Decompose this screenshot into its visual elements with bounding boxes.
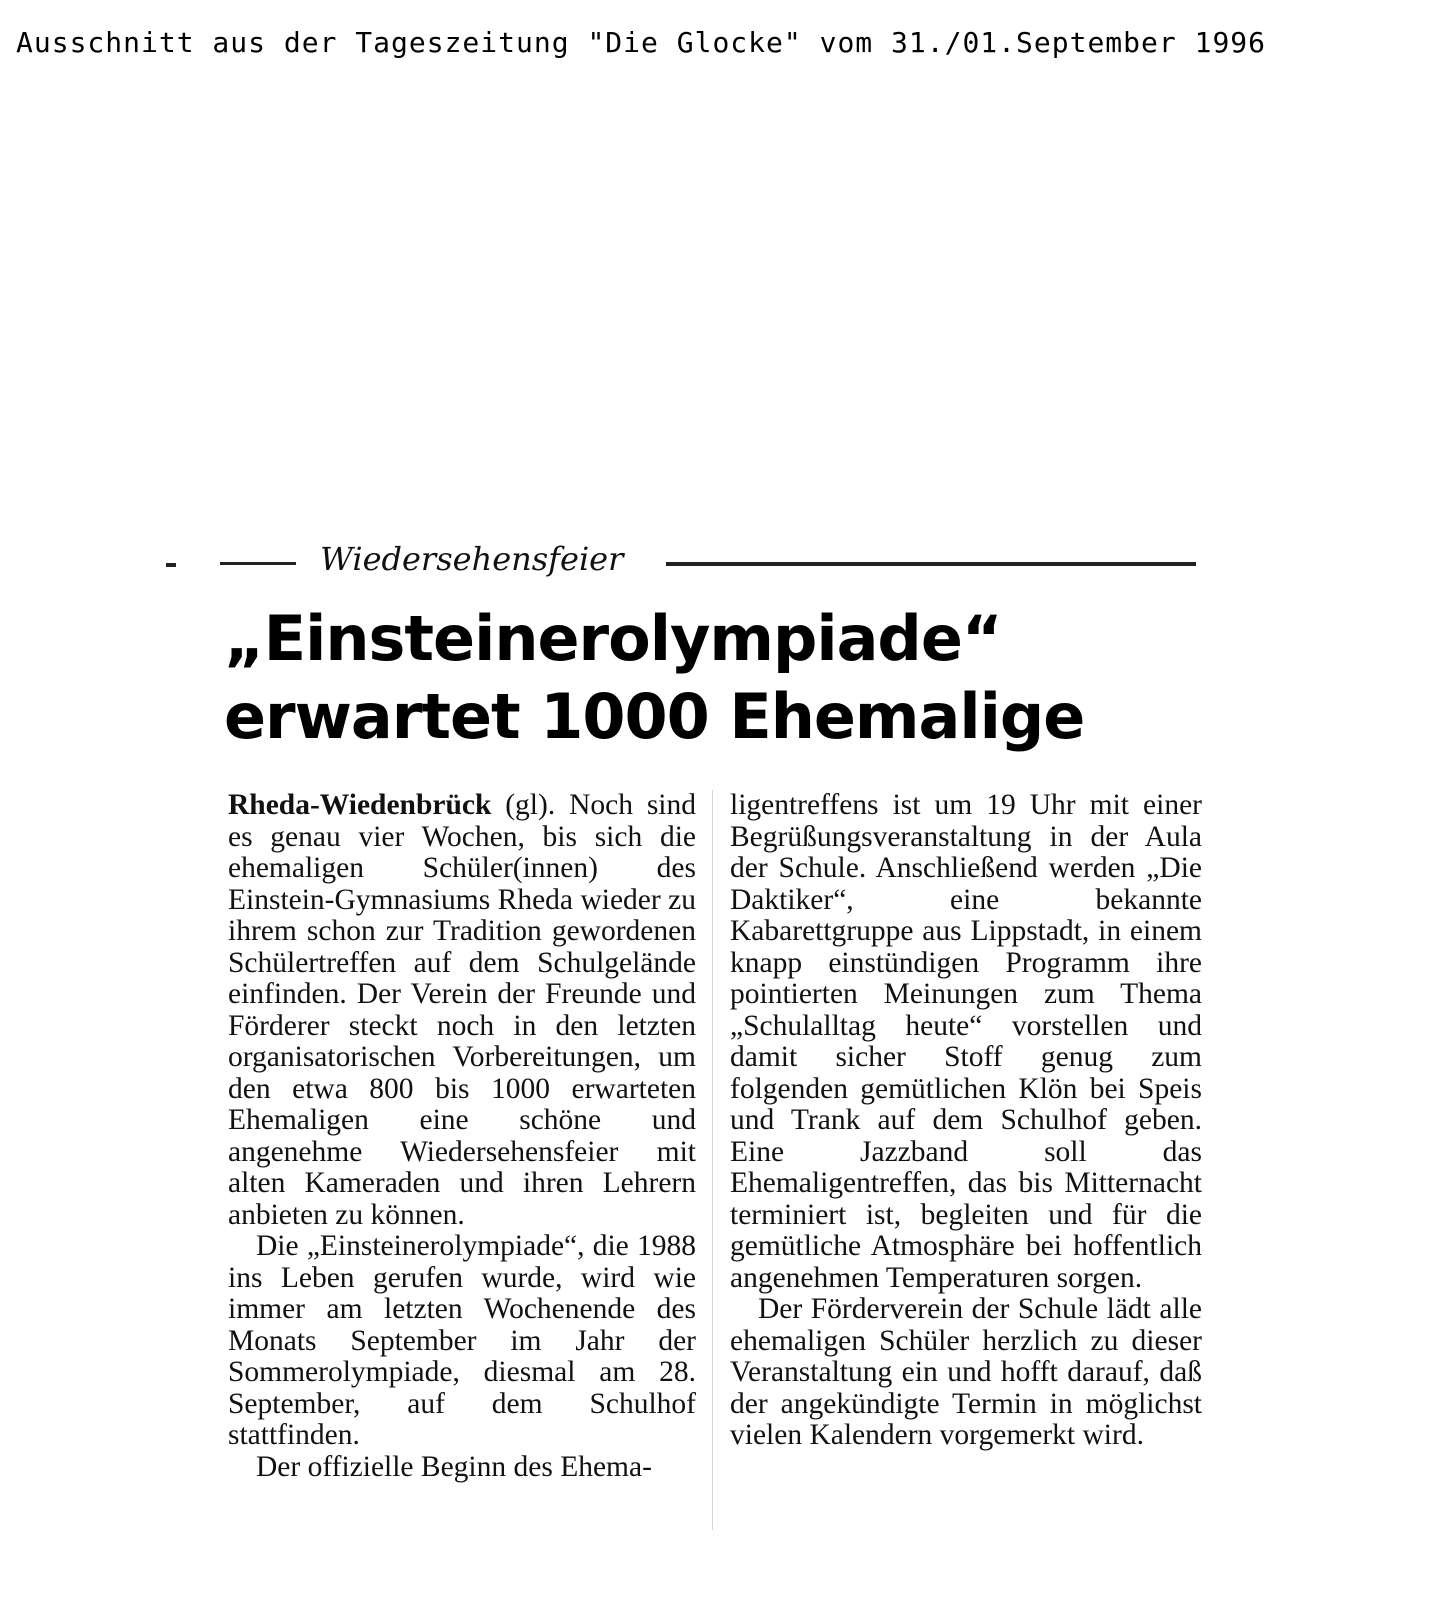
clipping-caption: Ausschnitt aus der Tageszeitung "Die Glocke" vom 31./01.September 1996 [16,26,1267,59]
article-column-1 [228,790,696,1483]
paragraph-5: Der Förderverein der Schule lädt alle ehemaligen Schüler herzlich zu dieser Veranstaltung ein und hofft darauf, daß der angekündigte Termin in möglichst vielen Kalendern vorgemerkt wird. [730,1293,1202,1451]
kicker: Wiedersehensfeier [320,540,624,578]
column-divider [712,790,713,1530]
kicker-rule-left [220,562,296,565]
headline-line-2: erwartet 1000 Ehemalige [224,680,1085,753]
article-column-2 [730,790,1202,1452]
paragraph-1-text: (gl). Noch sind es genau vier Wochen, bis sich die ehemaligen Schüler(innen) des Einstein-Gymnasiums Rheda wieder zu ihrem schon zur Tradition gewordenen Schülertreffen auf dem Schulgelände einfinden. Der Verein der Freunde und Förderer steckt noch in den letzten organisatorischen Vorbereitungen, um den etwa 800 bis 1000 erwarteten Ehemaligen eine schöne und angenehme Wiedersehensfeier mit alten Kameraden und ihren Lehrern anbieten zu können. [228,789,697,1231]
kicker-row [160,540,1220,580]
dateline: Rheda-Wiedenbrück [228,789,492,821]
paragraph-2: Die „Einsteinerolympiade“, die 1988 ins Leben gerufen wurde, wird wie immer am letzten Wochenende des Monats September im Jahr der Sommerolympiade, diesmal am 28. September, auf dem Schulhof stattfinden. [228,1230,696,1451]
headline-line-1: „Einsteinerolympiade“ [224,602,1002,675]
headline [224,600,1084,756]
paragraph-1 [228,790,696,1231]
kicker-dot [166,563,176,567]
paragraph-4: ligentreffens ist um 19 Uhr mit einer Begrüßungsveranstaltung in der Aula der Schule. Anschließend werden „Die Daktiker“, eine bekannte Kabarettgruppe aus Lippstadt, in einem knapp einstündigen Programm ihre pointierten Meinungen zum Thema „Schulalltag heute“ vorstellen und damit sicher Stoff genug zum folgenden gemütlichen Klön bei Speis und Trank auf dem Schulhof geben. Eine Jazzband soll das Ehemaligentreffen, das bis Mitternacht terminiert ist, begleiten und für die gemütliche Atmosphäre bei hoffentlich angenehmen Temperaturen sorgen. [730,789,1202,1294]
paragraph-3: Der offizielle Beginn des Ehema- [256,1450,652,1483]
kicker-rule-right [666,562,1196,566]
